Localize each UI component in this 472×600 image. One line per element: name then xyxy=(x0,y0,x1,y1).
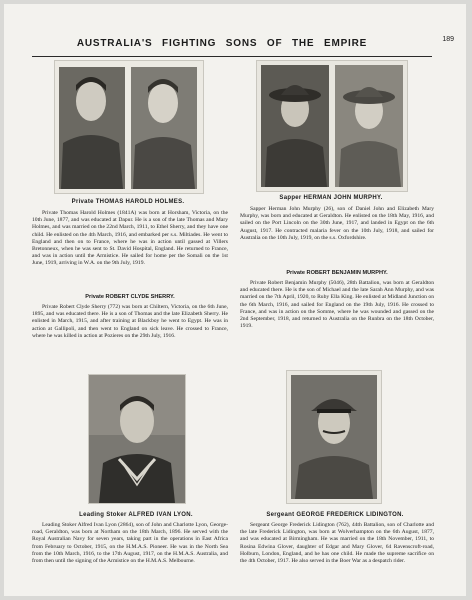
portrait-image xyxy=(55,61,203,193)
photo-holmes-sherry xyxy=(54,60,204,194)
caption-lyon: Leading Stoker ALFRED IVAN LYON. xyxy=(79,512,193,518)
document-page xyxy=(4,4,466,596)
photo-murphy xyxy=(256,60,408,192)
photo-lyon xyxy=(88,374,186,504)
caption-herman-murphy: Sapper HERMAN JOHN MURPHY. xyxy=(279,195,383,201)
page-number: 189 xyxy=(442,36,454,43)
text-holmes: Private Thomas Harold Holmes (1841A) was born at Horsham, Victoria, on the 10th June, 1877, and was educated at Dapur. He is a son of the late Thomas and Mary Holmes, and was married on the 22nd March, 1911, to Ethel Sherry, and they have one child. He enlisted on the 4th March, 1916, and embarked per s.s. Miltiades. He went to England and then on to France, where he was in action until gassed at Villers Bretonneux, when he was sent to St. David Hospital, England. He returned to France, and was in action until the Armistice. He sailed for home per the Somali on the 1st June, 1919, arriving in W.A. on the 9th July, 1919. xyxy=(32,210,228,267)
text-herman-murphy: Sapper Herman John Murphy (26), son of Daniel John and Elizabeth Mary Murphy, was born and educated at Geraldton. He enlisted on the 18th May, 1916, and sailed on the Port Lincoln on the 30th June, 1917, and landed in Egypt on the 6th August, 1917. He contracted malaria fever on the 10th July, 1918, and sailed for Australia on the 10th July, 1919, on the s.s. Oxfordshire. xyxy=(240,206,434,241)
text-lidington: Sergeant George Frederick Lidington (762), 44th Battalion, son of Charlotte and the late Frederick Lidington, was born at Wolverhampton on the 6th August, 1877, and was educated at Birmingham. He was married on the 18th November, 1911, to Rosina Edwina Glover, daughter of Edgar and Mary Glover, 64 Ravenscroft-road, Holburn, London, England, and he has one child. He made the supreme sacrifice on the 4th October, 1917. He also served in the Boer War as a despatch rider. xyxy=(240,522,434,565)
page-header xyxy=(32,34,454,57)
caption-holmes: Private THOMAS HAROLD HOLMES. xyxy=(71,199,185,205)
text-sherry: Private Robert Clyde Sherry (772) was born at Chiltern, Victoria, on the 6th June, 1895, and was educated there. He is a son of Thomas and the late Elizabeth Sherry. He enlisted in March, 1915, and after training at Blackboy he went to Egypt. He was in action at Gallipoli, and then went to England on sick leave. He crossed to France, where he was killed in action at Pozieres on the 29th July, 1916. xyxy=(32,304,228,339)
portrait-image xyxy=(257,61,407,191)
text-robert-murphy: Private Robert Benjamin Murphy (5046), 28th Battalion, was born at Geraldton and educated there. He is the son of Michael and the late Sarah Ann Murphy, and was married on the 7th April, 1920, to Ruby Ella King. He enlisted at Midland Junction on the 6th March, 1916, and sailed for England on the 19th July, 1916. He crossed to France, and was in action on the Somme, where he was wounded and gassed on the 2nd September, 1918, and returned to Australia on the Runbra on the 18th October, 1919. xyxy=(240,280,434,330)
page-title: AUSTRALIA'S FIGHTING SONS OF THE EMPIRE xyxy=(76,38,368,49)
heading-robert-murphy: Private ROBERT BENJAMIN MURPHY. xyxy=(286,270,388,276)
caption-lidington: Sergeant GEORGE FREDERICK LIDINGTON. xyxy=(266,512,404,518)
portrait-image xyxy=(89,375,185,503)
text-lyon: Leading Stoker Alfred Ivan Lyon (2864), son of John and Charlotte Lyon, George-road, Geraldton, was born at Northam on the 18th March, 1896. He served with the Royal Australian Navy for seven years, taking part in the operations in East Africa from February to October, 1915, on the H.M.A.S. Pioneer. He was in the North Sea from the 10th March, 1916, to the 17th August, 1917, on the H.M.A.S. Australia, and from then until the signing of the Armistice on the H.M.A.S. Melbourne. xyxy=(32,522,228,565)
photo-lidington xyxy=(286,370,382,504)
portrait-image xyxy=(287,371,381,503)
heading-sherry: Private ROBERT CLYDE SHERRY. xyxy=(85,294,175,300)
